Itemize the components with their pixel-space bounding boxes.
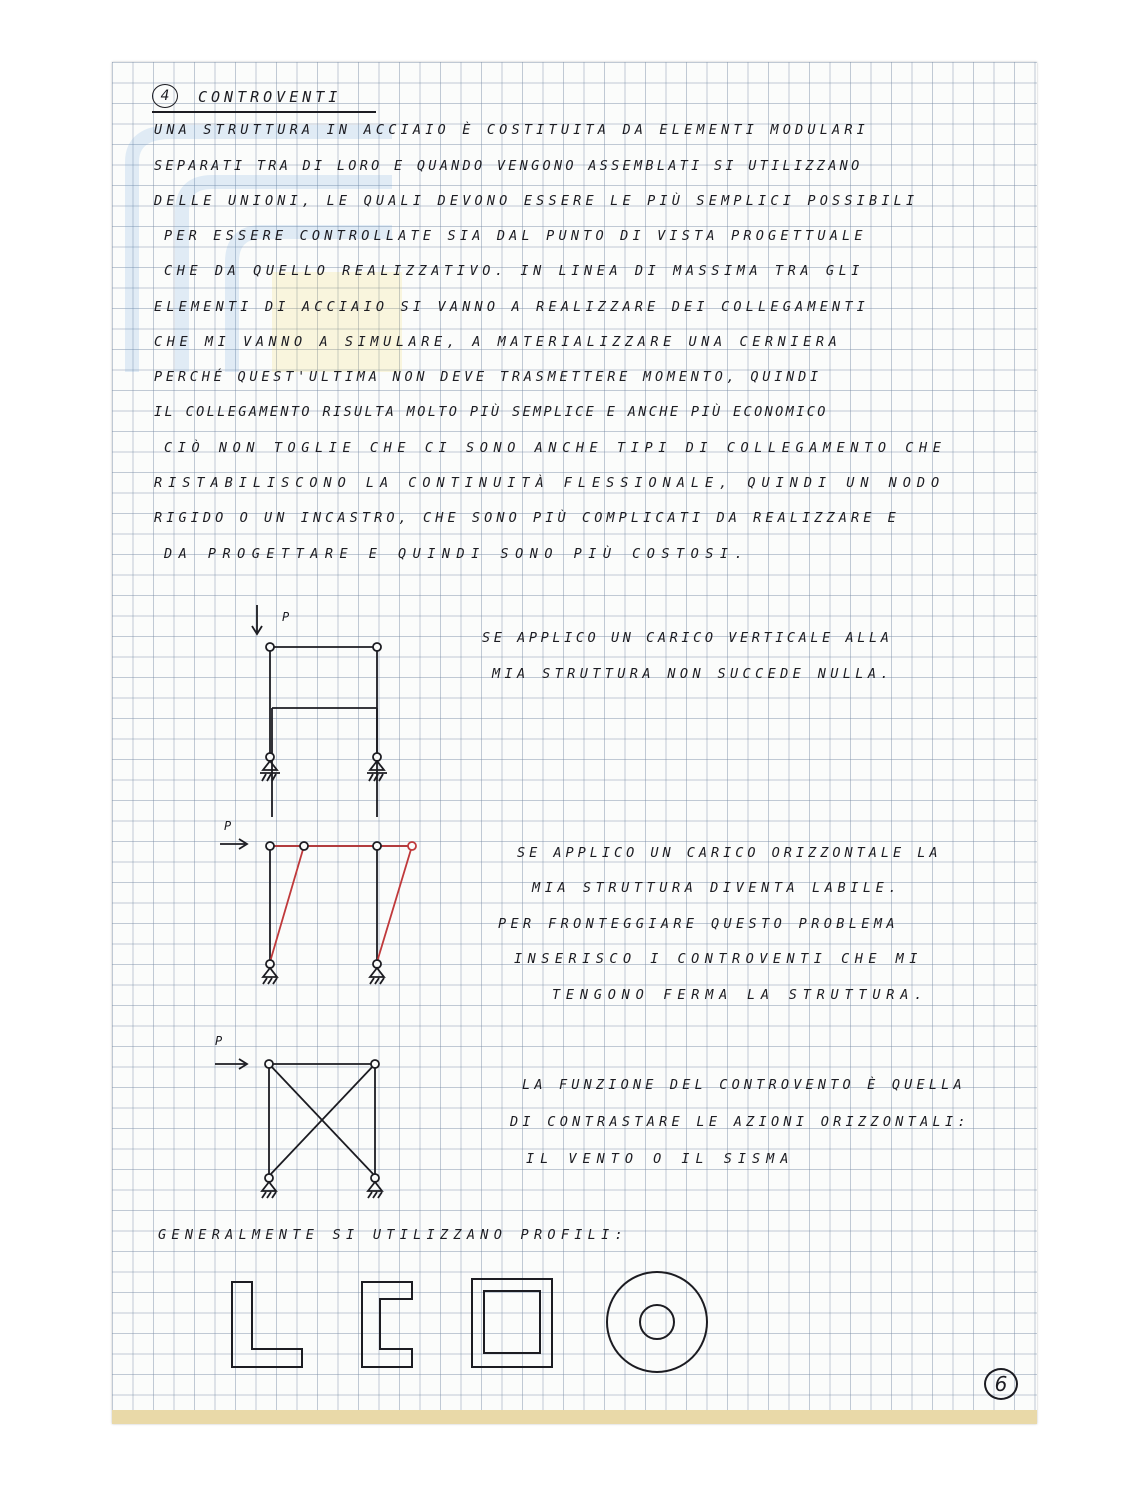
hinge xyxy=(266,842,274,850)
support xyxy=(370,761,384,770)
figure-2-text: TENGONO FERMA LA STRUTTURA. xyxy=(552,987,929,1003)
hinge xyxy=(265,1060,273,1068)
notebook-page xyxy=(112,62,1037,1424)
support xyxy=(263,761,277,770)
paragraph-line: RISTABILISCONO LA CONTINUITÀ FLESSIONALE, QUINDI UN NODO xyxy=(154,475,946,491)
paragraph-line: DA PROGETTARE E QUINDI SONO PIÙ COSTOSI. xyxy=(164,546,750,562)
figure-3-text: IL VENTO O IL SISMA xyxy=(526,1151,795,1167)
hinge xyxy=(371,1060,379,1068)
frame-horizontal-load xyxy=(212,822,442,992)
figure-2-text: PER FRONTEGGIARE QUESTO PROBLEMA xyxy=(498,916,899,932)
support xyxy=(370,968,384,977)
paper-edge xyxy=(112,1410,1037,1424)
hinge xyxy=(266,643,274,651)
paragraph-line: PERCHÉ QUEST'ULTIMA NON DEVE TRASMETTERE MOMENTO, QUINDI xyxy=(154,369,822,385)
figure-1-text: SE APPLICO UN CARICO VERTICALE ALLA xyxy=(482,630,893,646)
paragraph-line: PER ESSERE CONTROLLATE SIA DAL PUNTO DI VISTA PROGETTUALE xyxy=(164,228,867,244)
hinge xyxy=(373,643,381,651)
hinge xyxy=(373,842,381,850)
load-label: P xyxy=(224,819,232,833)
paragraph-line: IL COLLEGAMENTO RISULTA MOLTO PIÙ SEMPLICE E ANCHE PIÙ ECONOMICO xyxy=(154,404,828,420)
page-number-circle xyxy=(984,1368,1018,1400)
tube-profile-icon xyxy=(607,1272,707,1372)
paragraph-line: CIÒ NON TOGLIE CHE CI SONO ANCHE TIPI DI COLLEGAMENTO CHE xyxy=(164,440,947,456)
paragraph-line: RIGIDO O UN INCASTRO, CHE SONO PIÙ COMPLICATI DA REALIZZARE E xyxy=(154,510,900,526)
hinge xyxy=(300,842,308,850)
paragraph-line: UNA STRUTTURA IN ACCIAIO È COSTITUITA DA ELEMENTI MODULARI xyxy=(154,122,870,138)
support xyxy=(262,1182,276,1191)
deformed-shape xyxy=(270,846,412,962)
figure-2-text: INSERISCO I CONTROVENTI CHE MI xyxy=(514,951,923,967)
paragraph-line: CHE MI VANNO A SIMULARE, A MATERIALIZZARE UNA CERNIERA xyxy=(154,334,842,350)
load-label: P xyxy=(215,1034,223,1048)
l-profile-icon xyxy=(232,1282,302,1367)
profiles-row xyxy=(222,1277,722,1397)
c-profile-icon xyxy=(362,1282,412,1367)
paragraph-line: CHE DA QUELLO REALIZZATIVO. IN LINEA DI MASSIMA TRA GLI xyxy=(164,263,865,279)
figure-3-text: LA FUNZIONE DEL CONTROVENTO È QUELLA xyxy=(522,1077,966,1093)
support xyxy=(368,1182,382,1191)
section-title: CONTROVENTI xyxy=(198,88,342,106)
figure-1-text: MIA STRUTTURA NON SUCCEDE NULLA. xyxy=(492,666,893,682)
watermark-logo xyxy=(112,102,432,402)
load-label: P xyxy=(282,610,290,624)
profiles-heading: GENERALMENTE SI UTILIZZANO PROFILI: xyxy=(158,1227,628,1243)
paragraph-line: DELLE UNIONI, LE QUALI DEVONO ESSERE LE PIÙ SEMPLICI POSSIBILI xyxy=(154,193,919,209)
section-number-circle xyxy=(152,84,178,108)
figure-2-text: MIA STRUTTURA DIVENTA LABILE. xyxy=(532,880,902,896)
section-number: 4 xyxy=(160,88,170,104)
frame-1 xyxy=(252,637,402,797)
page-number: 6 xyxy=(994,1372,1008,1396)
support xyxy=(263,968,277,977)
figure-3-text: DI CONTRASTARE LE AZIONI ORIZZONTALI: xyxy=(510,1114,970,1130)
title-underline xyxy=(152,111,376,113)
box-profile-icon xyxy=(472,1279,552,1367)
figure-2-text: SE APPLICO UN CARICO ORIZZONTALE LA xyxy=(517,845,942,861)
hinge xyxy=(408,842,416,850)
paragraph-line: ELEMENTI DI ACCIAIO SI VANNO A REALIZZARE DEI COLLEGAMENTI xyxy=(154,299,870,315)
frame-braced xyxy=(207,1034,407,1209)
paragraph-line: SEPARATI TRA DI LORO E QUANDO VENGONO ASSEMBLATI SI UTILIZZANO xyxy=(154,158,863,174)
